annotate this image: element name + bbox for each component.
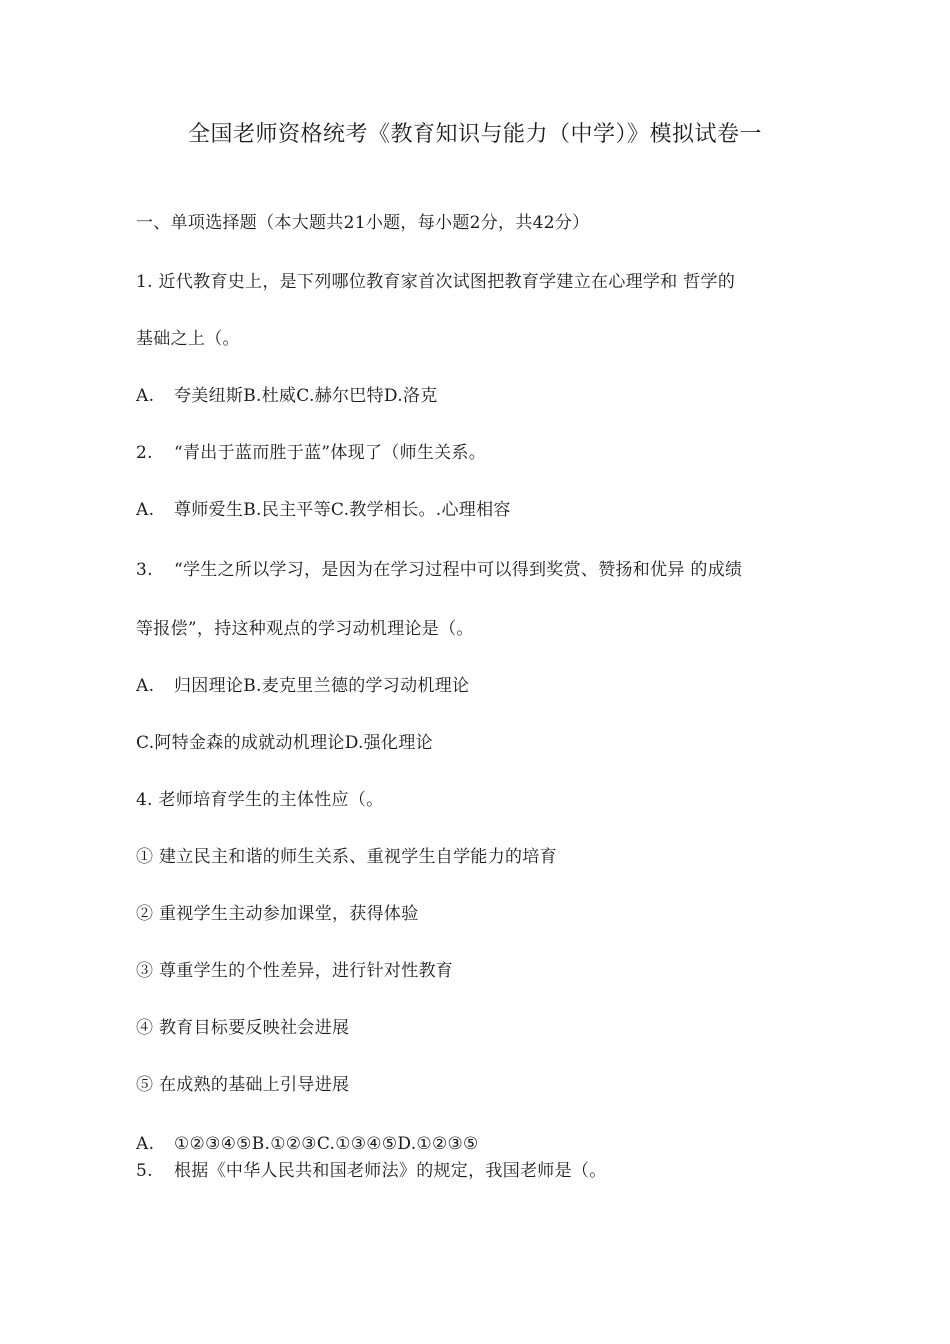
question-1-line-2: 基础之上（。 xyxy=(136,329,240,349)
list-item: ⑤ 在成熟的基础上引导进展 xyxy=(136,1075,350,1095)
question-3-options-line-2: C.阿特金森的成就动机理论D.强化理论 xyxy=(136,733,433,753)
list-item: ③ 尊重学生的个性差异，进行针对性教育 xyxy=(136,961,454,981)
question-text: “学生之所以学习，是因为在学习过程中可以得到奖赏、赞扬和优异 的成绩 xyxy=(174,560,743,580)
question-2-options xyxy=(136,495,511,520)
question-4: 4. 老师培育学生的主体性应（。 xyxy=(136,790,384,810)
question-4-options xyxy=(136,1134,479,1154)
option-label: A. xyxy=(136,386,155,406)
question-5 xyxy=(136,1156,607,1181)
option-label: A. xyxy=(136,676,155,696)
question-number: 3. xyxy=(136,560,153,580)
section-heading: 一、单项选择题（本大题共21小题，每小题2分，共42分） xyxy=(136,213,590,233)
list-item: ② 重视学生主动参加课堂，获得体验 xyxy=(136,904,419,924)
page-title: 全国老师资格统考《教育知识与能力（中学）》模拟试卷一 xyxy=(187,122,762,147)
options-text: 归因理论B.麦克里兰德的学习动机理论 xyxy=(174,676,470,696)
question-3-line-2: 等报偿”，持这种观点的学习动机理论是（。 xyxy=(136,619,474,639)
question-number: 2. xyxy=(136,443,153,463)
question-1-line-1: 1. 近代教育史上，是下列哪位教育家首次试图把教育学建立在心理学和 哲学的 xyxy=(136,272,736,292)
list-item: ① 建立民主和谐的师生关系、重视学生自学能力的培育 xyxy=(136,847,557,867)
list-item: ④ 教育目标要反映社会进展 xyxy=(136,1018,350,1038)
options-text: ①②③④⑤B.①②③C.①③④⑤D.①②③⑤ xyxy=(174,1134,479,1154)
question-2 xyxy=(136,438,486,463)
question-1-options xyxy=(136,381,438,406)
question-number: 5. xyxy=(136,1161,153,1181)
options-text: 夸美纽斯B.杜威C.赫尔巴特D.洛克 xyxy=(174,386,438,406)
option-label: A. xyxy=(136,1134,155,1154)
question-3-options xyxy=(136,671,469,696)
option-label: A. xyxy=(136,500,155,520)
question-3-line-1 xyxy=(136,555,742,580)
options-text: 尊师爱生B.民主平等C.教学相长。.心理相容 xyxy=(174,500,511,520)
question-text: 根据《中华人民共和国老师法》的规定，我国老师是（。 xyxy=(174,1161,607,1181)
question-text: “青出于蓝而胜于蓝”体现了（师生关系。 xyxy=(174,443,487,463)
